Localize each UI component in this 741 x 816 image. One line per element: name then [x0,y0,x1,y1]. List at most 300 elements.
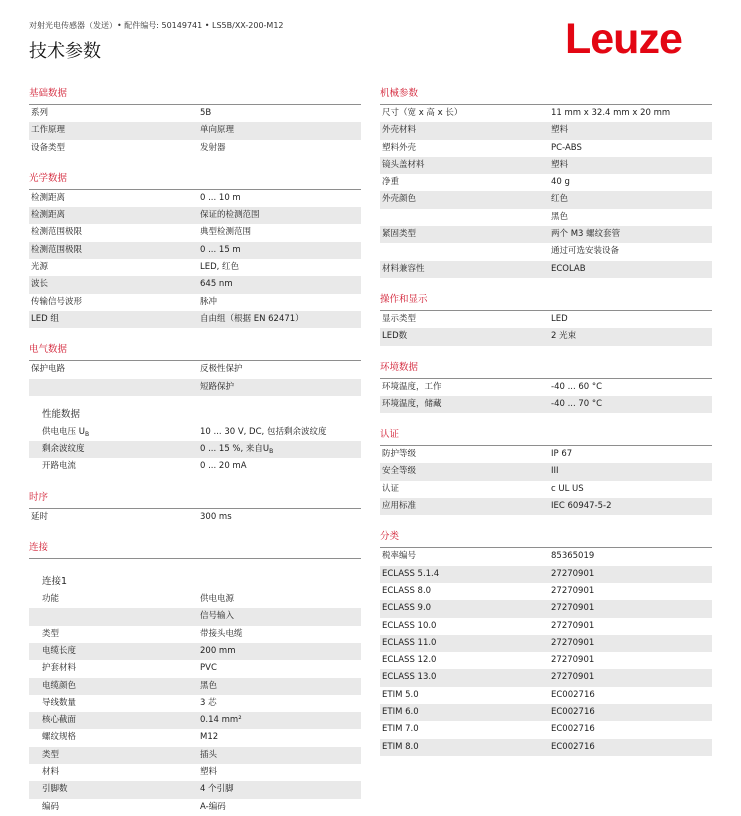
spec-value-text: c UL US [551,483,584,494]
spec-value [549,548,712,565]
spec-value-text: EC002716 [551,689,595,700]
spec-label-text: 外壳颜色 [382,194,417,205]
spec-label [29,424,198,441]
spec-label-text: ECLASS 13.0 [382,672,437,683]
spec-value-text: 27270901 [551,585,595,596]
spec-value [198,105,361,122]
spec-label [380,687,549,704]
section-title: 操作和显示 [380,289,712,311]
spec-label [380,105,549,122]
spec-row [380,122,712,139]
spec-table [380,379,712,414]
spec-value [549,105,712,122]
spec-label [380,174,549,191]
spec-row [380,226,712,243]
spec-value-text: 保证的检测范围 [200,210,260,221]
spec-value [198,660,361,677]
spec-label [380,261,549,278]
spec-value [549,396,712,413]
spec-label-text: 环境温度，储藏 [382,398,442,409]
spec-row [29,799,361,816]
spec-row [29,276,361,293]
spec-value-text: 11 mm x 32.4 mm x 20 mm [551,108,671,118]
spec-label-text: ECLASS 10.0 [382,620,437,631]
spec-value-text: 供电电源 [200,594,235,605]
spec-row [380,635,712,652]
spec-label [29,105,198,122]
spec-label [29,458,198,475]
spec-value-text: 反极性保护 [200,364,243,375]
spec-row [380,379,712,396]
spec-label [29,441,198,458]
spec-row [380,652,712,669]
spec-label [29,591,198,608]
spec-section [380,515,712,756]
spec-label-text: 电缆颜色 [42,680,77,691]
spec-value-text: -40 ... 70 °C [551,398,603,409]
spec-value-text: 5B [200,108,212,118]
spec-label-text: ETIM 7.0 [382,724,419,735]
spec-label-text: ETIM 6.0 [382,707,419,718]
section-gap [380,346,712,357]
spec-row [29,764,361,781]
spec-value-text: EC002716 [551,707,595,718]
spec-label-text: 检测范围极限 [31,227,83,238]
spec-label-text: 开路电流 [42,461,77,472]
spec-value-text: PVC [200,663,217,674]
spec-value [549,669,712,686]
spec-value [198,122,361,139]
spec-label [380,328,549,345]
spec-label-text: 认证 [382,483,400,494]
spec-value-text: 300 ms [200,511,232,522]
spec-label-text: 功能 [42,594,60,605]
spec-value [198,441,361,458]
spec-row [380,311,712,328]
spec-value [198,781,361,798]
spec-label-text: 检测范围极限 [31,244,83,255]
spec-label-text: ECLASS 5.1.4 [382,568,440,579]
spec-label-text: 引脚数 [42,784,68,795]
spec-label [29,379,198,396]
spec-label [380,635,549,652]
spec-table [29,105,361,157]
spec-value [549,122,712,139]
spec-value-text: 信号输入 [200,611,235,622]
spec-label [29,311,198,328]
spec-row [380,600,712,617]
spec-table [380,311,712,346]
spec-value [549,687,712,704]
spec-row [29,695,361,712]
spec-value [549,600,712,617]
spec-value [549,311,712,328]
spec-label-text: ECLASS 8.0 [382,585,432,596]
spec-row [29,224,361,241]
spec-row [29,678,361,695]
spec-row [380,548,712,565]
spec-label-text: 螺纹规格 [42,732,77,743]
spec-label-text: 材料 [42,767,60,778]
spec-label [380,600,549,617]
spec-label [29,361,198,378]
spec-label-text: 净重 [382,177,400,188]
spec-section [29,526,361,816]
spec-table [380,446,712,515]
spec-value [198,747,361,764]
spec-value-text: 85365019 [551,551,595,562]
spec-row [380,498,712,515]
spec-label-subscript: B [84,430,90,438]
spec-table [29,509,361,526]
spec-value [198,294,361,311]
section-title: 分类 [380,526,712,548]
spec-value-text: 0 ... 15 %, 来自U [200,444,270,455]
spec-value-text: 0 ... 15 m [200,244,241,255]
spec-table [29,424,361,476]
spec-value [549,463,712,480]
spec-row [29,207,361,224]
spec-row [380,669,712,686]
spec-value-text: 3 芯 [200,697,217,708]
spec-label-text: 显示类型 [382,313,417,324]
section-title: 环境数据 [380,357,712,379]
spec-value [198,799,361,816]
spec-table [380,548,712,756]
spec-value [549,174,712,191]
spec-row [380,174,712,191]
spec-value-text: III [551,466,559,477]
section-gap [380,413,712,424]
spec-value [198,242,361,259]
spec-value-text: 两个 M3 螺纹套管 [551,229,621,240]
spec-label-text: 设备类型 [31,142,66,153]
spec-label-text: ETIM 5.0 [382,689,419,700]
spec-value [198,458,361,475]
spec-label-text: 应用标准 [382,501,417,512]
spec-label [29,608,198,625]
spec-label-text: 光源 [31,262,49,273]
spec-value [549,140,712,157]
spec-label [380,498,549,515]
spec-label [29,678,198,695]
spec-row [380,618,712,635]
spec-value-text: 27270901 [551,620,595,631]
spec-value [198,259,361,276]
spec-value [549,446,712,463]
spec-label [380,311,549,328]
spec-value-text: 黑色 [551,211,569,222]
spec-label-text: 保护电路 [31,364,66,375]
spec-label-text: ECLASS 11.0 [382,637,437,648]
spec-label-text: 供电电压 U [42,426,85,437]
spec-row [380,105,712,122]
spec-row [380,209,712,226]
spec-row [29,361,361,378]
spec-value-text: 27270901 [551,568,595,579]
spec-row [29,122,361,139]
spec-label [29,509,198,526]
spec-value [198,509,361,526]
spec-section [29,83,361,157]
spec-label [380,704,549,721]
spec-label [380,396,549,413]
section-gap [29,476,361,487]
spec-value-text: 4 个引脚 [200,784,234,795]
spec-label [29,729,198,746]
spec-row [29,591,361,608]
section-title: 机械参数 [380,83,712,105]
spec-label-text: 护套材料 [42,663,77,674]
spec-label [380,122,549,139]
subsection-title: 连接1 [42,576,68,588]
spec-label [29,207,198,224]
spec-label [380,191,549,208]
spec-value-text: 2 光束 [551,331,577,342]
spec-value-text: ECOLAB [551,263,586,274]
spec-value-text: 自由组（根据 EN 62471） [200,313,304,324]
spec-label [380,548,549,565]
spec-label-text: 剩余波纹度 [42,444,85,455]
spec-label [29,190,198,207]
spec-value [198,608,361,625]
spec-value-text: 645 nm [200,279,233,290]
section-gap [29,526,361,537]
spec-value-text: 带接头电缆 [200,628,243,639]
spec-value [198,379,361,396]
section-gap [380,278,712,289]
spec-row [380,687,712,704]
spec-value [549,191,712,208]
spec-label-text: 核心截面 [42,715,77,726]
spec-section [29,476,361,526]
spec-value [549,498,712,515]
spec-section [29,157,361,328]
spec-row [380,261,712,278]
spec-label-text: 税率编号 [382,551,417,562]
spec-row [29,643,361,660]
section-gap [29,157,361,168]
spec-label [380,721,549,738]
spec-value-text: EC002716 [551,741,595,752]
spec-label-text: LED数 [382,331,408,342]
spec-row [380,566,712,583]
spec-value [549,721,712,738]
spec-section [380,278,712,346]
spec-label [380,209,549,226]
section-title: 连接 [29,537,361,559]
spec-value [198,712,361,729]
spec-value [198,276,361,293]
spec-label [29,224,198,241]
spec-row [380,328,712,345]
spec-row [29,140,361,157]
spec-value [549,566,712,583]
spec-label [380,140,549,157]
spec-row [29,424,361,441]
spec-value [549,209,712,226]
spec-table [29,361,361,396]
spec-value-text: LED [551,313,568,324]
spec-row [29,747,361,764]
spec-label-text: 检测距离 [31,192,66,203]
spec-value-text: PC-ABS [551,142,582,153]
spec-row [29,311,361,328]
spec-label-text: 导线数量 [42,697,77,708]
spec-value-text: 塑料 [551,125,569,136]
spec-value-text: 单向原理 [200,125,235,136]
spec-value [198,311,361,328]
spec-row [29,608,361,625]
spec-label [380,157,549,174]
spec-label-text: 外壳材料 [382,125,417,136]
spec-label [380,669,549,686]
section-title: 光学数据 [29,168,361,190]
spec-section [380,346,712,414]
spec-value-text: 发射器 [200,142,226,153]
spec-row [29,242,361,259]
left-column [29,83,361,816]
spec-value [198,678,361,695]
spec-value-text: 典型检测范围 [200,227,252,238]
spec-value [549,618,712,635]
section-title: 认证 [380,424,712,446]
document-subtitle: 对射光电传感器（发送）• 配件编号: 50149741 • LS5B/XX-200-M12 [29,21,284,30]
spec-label [29,712,198,729]
spec-label [380,618,549,635]
spec-label-text: 系列 [31,108,49,118]
spec-label [380,226,549,243]
spec-label-text: 电缆长度 [42,645,77,656]
spec-row [380,396,712,413]
spec-label-text: 波长 [31,279,49,290]
spec-label-text: 尺寸（宽 x 高 x 长） [382,108,463,118]
spec-value-text: M12 [200,732,219,743]
spec-row [29,190,361,207]
spec-value-subscript: B [269,448,274,456]
spec-label-text: 工作原理 [31,125,66,136]
spec-value-text: IP 67 [551,449,573,460]
spec-label-text: 编码 [42,801,60,812]
spec-label-text: 类型 [42,749,60,760]
spec-row [380,481,712,498]
spec-row [29,712,361,729]
spec-label [29,695,198,712]
spec-value-text: 短路保护 [200,381,235,392]
spec-row [29,458,361,475]
spec-value-text: 27270901 [551,637,595,648]
spec-label [29,764,198,781]
spec-label-text: 防护等级 [382,449,417,460]
spec-row [380,446,712,463]
spec-value-text: 10 ... 30 V, DC, 包括剩余波纹度 [200,426,327,437]
spec-value [549,328,712,345]
spec-value-text: 插头 [200,749,218,760]
spec-value-text: 27270901 [551,603,595,614]
section-title: 时序 [29,487,361,509]
section-title: 电气数据 [29,339,361,361]
spec-value [549,739,712,756]
spec-label [29,643,198,660]
spec-label [29,122,198,139]
spec-value [198,190,361,207]
spec-label-text: 检测距离 [31,210,66,221]
spec-label [380,243,549,260]
spec-label-text: 类型 [42,628,60,639]
spec-label-text: 材料兼容性 [382,263,425,274]
spec-value [198,207,361,224]
spec-row [380,704,712,721]
spec-value-text: A-编码 [200,801,226,812]
spec-label-text: 塑料外壳 [382,142,417,153]
spec-value [549,481,712,498]
spec-value-text: 27270901 [551,672,595,683]
spec-value-text: 200 mm [200,645,236,656]
spec-value-text: 27270901 [551,655,595,666]
spec-label [29,626,198,643]
spec-label-text: ECLASS 9.0 [382,603,432,614]
spec-row [29,781,361,798]
spec-section [29,328,361,475]
spec-value-text: 红色 [551,194,569,205]
spec-label-text: LED 组 [31,313,59,324]
spec-row [29,379,361,396]
spec-label [380,379,549,396]
spec-value [549,635,712,652]
spec-value [549,379,712,396]
spec-table [29,591,361,816]
page-title: 技术参数 [29,41,101,62]
spec-row [380,157,712,174]
spec-label-text: 安全等级 [382,466,417,477]
spec-row [29,626,361,643]
spec-row [29,441,361,458]
spec-value [198,695,361,712]
spec-label [380,583,549,600]
spec-label [380,481,549,498]
spec-value [549,226,712,243]
spec-label-text: 镜头盖材料 [382,159,425,170]
spec-label-text: ECLASS 12.0 [382,655,437,666]
spec-row [380,140,712,157]
spec-label [29,294,198,311]
spec-value [549,652,712,669]
section-title: 基础数据 [29,83,361,105]
section-gap [380,515,712,526]
spec-value [549,243,712,260]
spec-label [29,259,198,276]
spec-row [380,243,712,260]
spec-label [380,463,549,480]
spec-label-text: 传输信号波形 [31,296,83,307]
spec-row [29,729,361,746]
spec-row [29,660,361,677]
spec-row [380,463,712,480]
spec-value-text: LED, 红色 [200,262,240,273]
spec-value [198,626,361,643]
spec-row [29,509,361,526]
spec-value [198,591,361,608]
spec-value [198,361,361,378]
spec-value-text: 黑色 [200,680,218,691]
spec-value [198,643,361,660]
spec-value [549,704,712,721]
spec-value [549,157,712,174]
spec-value-text: 0 ... 10 m [200,192,241,203]
spec-value [198,729,361,746]
spec-row [380,583,712,600]
spec-label [29,660,198,677]
